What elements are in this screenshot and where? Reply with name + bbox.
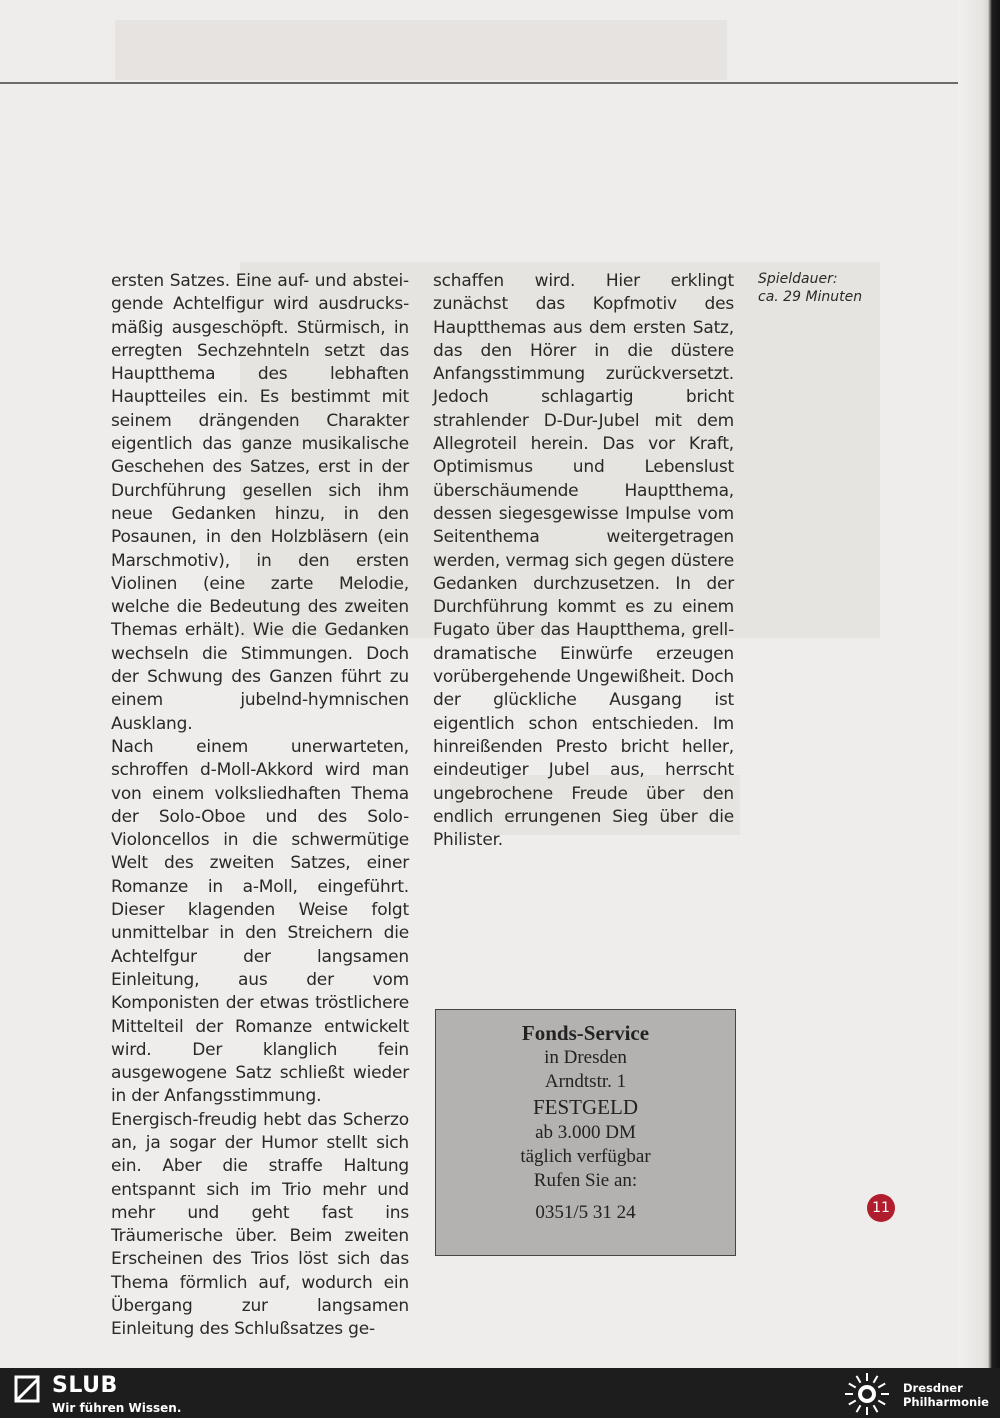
ad-city: in Dresden bbox=[544, 1047, 627, 1068]
ad-headline: FESTGELD bbox=[533, 1095, 638, 1119]
duration-label: Spieldauer: bbox=[758, 271, 838, 287]
partner-name-line1: Dresdner bbox=[903, 1381, 963, 1395]
ad-address: Arndtstr. 1 bbox=[544, 1071, 627, 1092]
library-name[interactable]: SLUB bbox=[52, 1373, 118, 1398]
ad-title: Fonds-Service bbox=[521, 1021, 650, 1045]
partner-name-line2: Philharmonie bbox=[903, 1395, 989, 1409]
library-tagline: Wir führen Wissen. bbox=[52, 1401, 182, 1415]
philharmonie-logo-icon bbox=[843, 1372, 891, 1416]
paragraph: schaffen wird. Hier erklingt zunächst das Kopfmotiv des Hauptthemas aus dem ersten Satz, das den Hörer in die düstere Anfangsstimmung zurückversetzt. Jedoch schlagartig bricht strahlender D-Dur-Jubel mit dem Allegroteil herein. Das vor Kraft, Optimismus und Lebenslust überschäumende Hauptthema, dessen siegesgewisse Impulse vom Seitenthema weitergetragen werden, vermag sich gegen düstere Gedanken durchzusetzen. In der Durchführung kommt es zu einem Fugato über das Hauptthema, grell-dramatische Einwürfe erzeugen vorübergehende Ungewißheit. Doch der glückliche Ausgang ist eigentlich schon entschieden. Im hinreißenden Presto bricht heller, eindeutiger Jubel aus, herrscht ungebrochene Freude über den endlich errungenen Sieg über die Philister. bbox=[433, 271, 734, 851]
paragraph: Energisch-freudig hebt das Scherzo an, ja sogar der Humor stellt sich ein. Aber die straffe Haltung entspannt sich im Trio mehr und mehr und geht fast ins Träumerische über. Beim zweiten Erscheinen des Trios löst sich das Thema förmlich auf, wodurch ein Übergang zur langsamen Einleitung des Schlußsatzes ge- bbox=[111, 1109, 409, 1340]
text-column-right bbox=[433, 270, 734, 852]
bleed-through-header bbox=[115, 20, 727, 80]
header-rule bbox=[0, 82, 958, 84]
fonds-service-advertisement bbox=[435, 1009, 736, 1256]
ad-availability: täglich verfügbar bbox=[520, 1146, 651, 1167]
text-column-left bbox=[111, 270, 409, 1342]
ad-minimum: ab 3.000 DM bbox=[535, 1122, 636, 1143]
duration-note bbox=[758, 270, 862, 306]
page-edge-shadow bbox=[958, 0, 1000, 1368]
paragraph: Nach einem unerwarteten, schroffen d-Moll-Akkord wird man von einem volksliedhaften Thema der Solo-Oboe und des Solo-Violoncellos in die schwermütige Welt des zweiten Satzes, einer Romanze in a-Moll, eingeführt. Dieser klagenden Weise folgt unmittelbar in den Streichern die Achtelfgur der langsamen Einleitung, aus der vom Komponisten der etwas tröstlichere Mittelteil der Romanze entwickelt wird. Der klanglich fein ausgewogene Satz schließt wieder in der Anfangsstimmung. bbox=[111, 736, 409, 1107]
ad-call-to-action: Rufen Sie an: bbox=[533, 1170, 638, 1191]
ad-phone: 0351/5 31 24 bbox=[535, 1202, 636, 1223]
partner-name[interactable] bbox=[903, 1381, 989, 1409]
page-number-badge: 11 bbox=[867, 1194, 895, 1222]
duration-value: ca. 29 Minuten bbox=[758, 289, 863, 305]
slub-logo-icon bbox=[12, 1374, 42, 1404]
paragraph: ersten Satzes. Eine auf- und abstei-gende Achtelfigur wird ausdrucks-mäßig ausgeschöpft. Stürmisch, in erregten Sechzehnteln setzt das Hauptthema des lebhaften Hauptteiles ein. Es bestimmt mit seinem drängenden Charakter eigentlich das ganze musikalische Geschehen des Satzes, erst in der Durchführung gesellen sich ihm neue Gedanken hinzu, in den Posaunen, in den Holzbläsern (ein Marschmotiv), in den ersten Violinen (eine zarte Melodie, welche die Bedeutung des zweiten Themas erhält). Wie die Gedanken wechseln die Stimmungen. Doch der Schwung des Ganzen führt zu einem jubelnd-hymnischen Ausklang. bbox=[111, 271, 409, 734]
